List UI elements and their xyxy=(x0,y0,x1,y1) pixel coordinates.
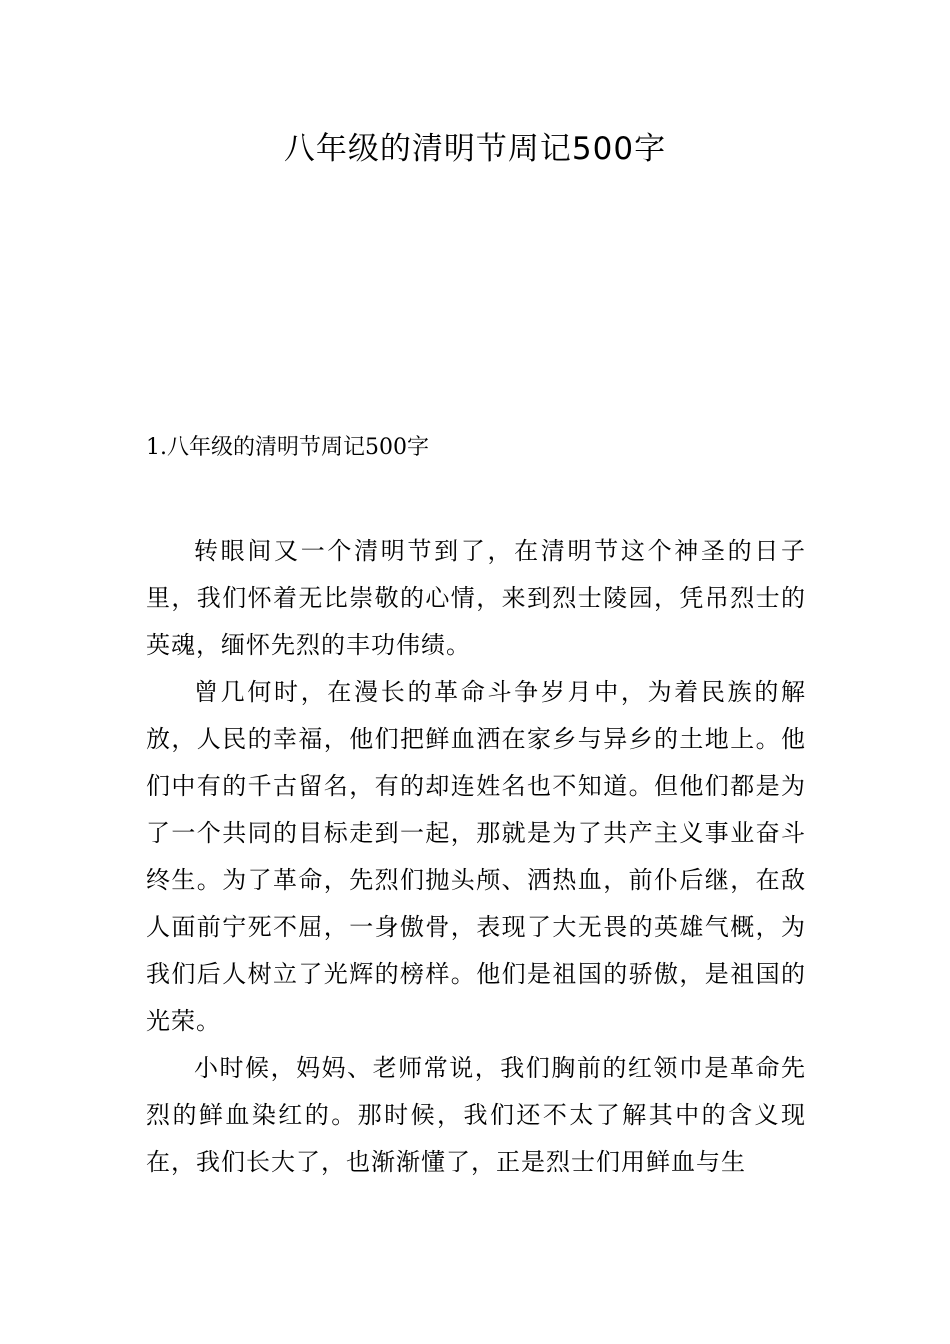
paragraph: 小时候，妈妈、老师常说，我们胸前的红领巾是革命先烈的鲜血染红的。那时候，我们还不太了解其中的含义现在，我们长大了，也渐渐懂了，正是烈士们用鲜血与生 xyxy=(146,1054,806,1176)
paragraph: 转眼间又一个清明节到了，在清明节这个神圣的日子里，我们怀着无比崇敬的心情，来到烈士陵园，凭吊烈士的英魂，缅怀先烈的丰功伟绩。 xyxy=(146,537,806,659)
document-title: 八年级的清明节周记500字 xyxy=(283,131,667,167)
body-text xyxy=(146,528,806,1186)
section-heading: 1.八年级的清明节周记500字 xyxy=(146,435,429,460)
paragraph: 曾几何时，在漫长的革命斗争岁月中，为着民族的解放，人民的幸福，他们把鲜血洒在家乡与异乡的土地上。他们中有的千古留名，有的却连姓名也不知道。但他们都是为了一个共同的目标走到一起，那就是为了共产主义事业奋斗终生。为了革命，先烈们抛头颅、洒热血，前仆后继，在敌人面前宁死不屈，一身傲骨，表现了大无畏的英雄气概，为我们后人树立了光辉的榜样。他们是祖国的骄傲，是祖国的光荣。 xyxy=(146,678,806,1035)
